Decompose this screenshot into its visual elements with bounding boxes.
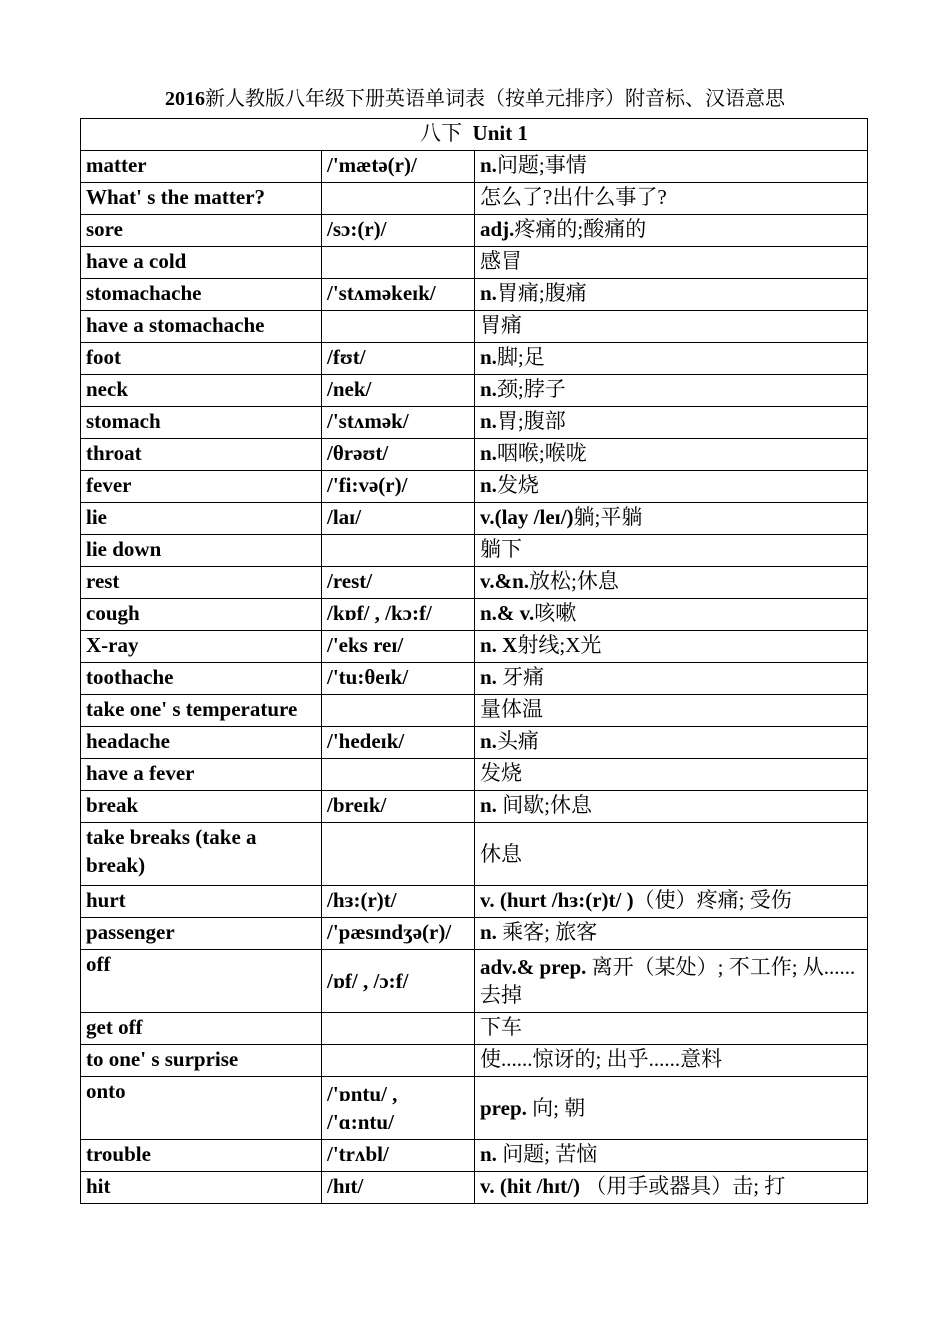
word-cell: What' s the matter? (81, 183, 322, 215)
part-of-speech: n. (480, 153, 497, 177)
word-cell: have a stomachache (81, 311, 322, 343)
phonetic-cell: /breɪk/ (322, 791, 475, 823)
phonetic-cell (322, 695, 475, 727)
table-row (81, 151, 868, 183)
table-row (81, 215, 868, 247)
word-cell: foot (81, 343, 322, 375)
meaning-cell (475, 1045, 868, 1077)
phonetic-cell: /sɔ:(r)/ (322, 215, 475, 247)
meaning-cell (475, 311, 868, 343)
vocabulary-table (80, 118, 868, 1204)
meaning-cell (475, 1013, 868, 1045)
table-row (81, 407, 868, 439)
part-of-speech: n. (480, 1142, 497, 1166)
phonetic-cell (322, 183, 475, 215)
table-row (81, 343, 868, 375)
word-cell: headache (81, 727, 322, 759)
part-of-speech: v. (hit /hɪt/) (480, 1174, 580, 1198)
meaning-text: 使......惊讶的; 出乎......意料 (480, 1047, 723, 1071)
word-cell: stomachache (81, 279, 322, 311)
meaning-text: 头痛 (496, 729, 539, 753)
part-of-speech: n. (480, 665, 497, 689)
meaning-text: 向; 朝 (526, 1096, 586, 1120)
part-of-speech: v. (hurt /hɜ:(r)t/ ) (480, 888, 634, 912)
meaning-cell (475, 279, 868, 311)
phonetic-cell: /'fi:və(r)/ (322, 471, 475, 503)
word-cell: matter (81, 151, 322, 183)
meaning-text: 发烧 (480, 761, 522, 785)
phonetic-cell: /laɪ/ (322, 503, 475, 535)
table-row (81, 247, 868, 279)
part-of-speech: v.(lay /leɪ/) (480, 505, 574, 529)
word-cell: hurt (81, 886, 322, 918)
phonetic-cell: /ɒf/ , /ɔ:f/ (322, 950, 475, 1013)
meaning-cell (475, 823, 868, 886)
phonetic-cell: /hɜ:(r)t/ (322, 886, 475, 918)
meaning-text: 颈;脖子 (496, 377, 566, 401)
unit-prefix: 八下 (420, 121, 463, 145)
meaning-text: 问题;事情 (496, 153, 587, 177)
table-row (81, 791, 868, 823)
meaning-text: 胃;腹部 (496, 409, 566, 433)
phonetic-cell: /'tu:θeɪk/ (322, 663, 475, 695)
word-cell: rest (81, 567, 322, 599)
phonetic-cell (322, 823, 475, 886)
part-of-speech: adj. (480, 217, 515, 241)
part-of-speech: n. X (480, 633, 518, 657)
word-cell: stomach (81, 407, 322, 439)
part-of-speech: prep. (480, 1096, 527, 1120)
meaning-text: 牙痛 (496, 665, 545, 689)
phonetic-cell: /'stʌmək/ (322, 407, 475, 439)
table-row (81, 503, 868, 535)
table-row (81, 1077, 868, 1140)
table-row (81, 886, 868, 918)
meaning-cell (475, 439, 868, 471)
meaning-cell (475, 759, 868, 791)
table-row (81, 823, 868, 886)
word-cell: X-ray (81, 631, 322, 663)
table-row (81, 950, 868, 1013)
table-row (81, 439, 868, 471)
part-of-speech: n. (480, 345, 497, 369)
table-row (81, 599, 868, 631)
meaning-cell (475, 407, 868, 439)
meaning-text: 胃痛;腹痛 (496, 281, 587, 305)
document-title (0, 86, 950, 112)
meaning-text: 怎么了?出什么事了? (480, 185, 667, 209)
phonetic-cell: /'mætə(r)/ (322, 151, 475, 183)
word-cell: trouble (81, 1140, 322, 1172)
table-row (81, 279, 868, 311)
meaning-cell (475, 695, 868, 727)
phonetic-cell: /'stʌməkeɪk/ (322, 279, 475, 311)
word-cell: neck (81, 375, 322, 407)
word-cell: hit (81, 1172, 322, 1204)
part-of-speech: adv.& prep. (480, 955, 587, 979)
phonetic-cell: /hɪt/ (322, 1172, 475, 1204)
table-row (81, 727, 868, 759)
meaning-cell (475, 567, 868, 599)
part-of-speech: n. (480, 409, 497, 433)
table-row (81, 631, 868, 663)
meaning-text: 感冒 (480, 249, 522, 273)
phonetic-cell: /θrəʊt/ (322, 439, 475, 471)
meaning-cell (475, 727, 868, 759)
word-cell: take one' s temperature (81, 695, 322, 727)
table-row (81, 1013, 868, 1045)
word-cell: to one' s surprise (81, 1045, 322, 1077)
table-row (81, 695, 868, 727)
table-row (81, 1172, 868, 1204)
phonetic-cell: /'trʌbl/ (322, 1140, 475, 1172)
phonetic-cell: /rest/ (322, 567, 475, 599)
word-cell: passenger (81, 918, 322, 950)
phonetic-cell (322, 247, 475, 279)
word-cell: throat (81, 439, 322, 471)
phonetic-cell: /'ɒntu/ , /'ɑ:ntu/ (322, 1077, 475, 1140)
meaning-text: 躺;平躺 (573, 505, 643, 529)
phonetic-cell: /nek/ (322, 375, 475, 407)
meaning-cell (475, 791, 868, 823)
meaning-cell (475, 215, 868, 247)
meaning-cell (475, 343, 868, 375)
phonetic-cell: /kɒf/ , /kɔ:f/ (322, 599, 475, 631)
table-row (81, 759, 868, 791)
word-cell: cough (81, 599, 322, 631)
word-cell: break (81, 791, 322, 823)
meaning-text: 咳嗽 (534, 601, 577, 625)
meaning-text: 射线;X光 (517, 633, 602, 657)
table-row (81, 311, 868, 343)
meaning-text: 发烧 (496, 473, 539, 497)
meaning-cell (475, 950, 868, 1013)
meaning-text: 脚;足 (496, 345, 545, 369)
meaning-cell (475, 535, 868, 567)
title-year: 2016 (165, 88, 205, 110)
word-cell: off (81, 950, 322, 1013)
word-cell: sore (81, 215, 322, 247)
part-of-speech: n. (480, 281, 497, 305)
meaning-cell (475, 663, 868, 695)
meaning-text: 休息 (480, 842, 522, 866)
meaning-cell (475, 1172, 868, 1204)
meaning-cell (475, 151, 868, 183)
table-row (81, 567, 868, 599)
word-cell: take breaks (take a break) (81, 823, 322, 886)
word-cell: fever (81, 471, 322, 503)
phonetic-cell (322, 759, 475, 791)
meaning-text: 疼痛的;酸痛的 (514, 217, 647, 241)
meaning-text: 离开（某处）; 不工作; 从......去掉 (480, 955, 856, 1007)
table-row (81, 918, 868, 950)
meaning-text: 量体温 (480, 697, 543, 721)
word-cell: get off (81, 1013, 322, 1045)
meaning-text: 间歇;休息 (496, 793, 593, 817)
meaning-text: （用手或器具）击; 打 (579, 1174, 786, 1198)
meaning-cell (475, 183, 868, 215)
word-cell: have a cold (81, 247, 322, 279)
meaning-text: 问题; 苦恼 (496, 1142, 598, 1166)
part-of-speech: n. (480, 441, 497, 465)
meaning-cell (475, 471, 868, 503)
part-of-speech: n.& v. (480, 601, 535, 625)
phonetic-cell (322, 311, 475, 343)
part-of-speech: n. (480, 377, 497, 401)
meaning-cell (475, 375, 868, 407)
word-cell: have a fever (81, 759, 322, 791)
meaning-cell (475, 1140, 868, 1172)
part-of-speech: v.&n. (480, 569, 530, 593)
meaning-cell (475, 503, 868, 535)
word-cell: onto (81, 1077, 322, 1140)
table-row (81, 471, 868, 503)
meaning-cell (475, 886, 868, 918)
word-cell: toothache (81, 663, 322, 695)
table-row (81, 663, 868, 695)
table-row (81, 183, 868, 215)
unit-header-row (81, 119, 868, 151)
part-of-speech: n. (480, 793, 497, 817)
part-of-speech: n. (480, 729, 497, 753)
word-cell: lie (81, 503, 322, 535)
meaning-text: 放松;休息 (529, 569, 619, 593)
phonetic-cell (322, 1045, 475, 1077)
phonetic-cell: /'eks reɪ/ (322, 631, 475, 663)
meaning-cell (475, 918, 868, 950)
phonetic-cell: /'pæsɪndʒə(r)/ (322, 918, 475, 950)
meaning-text: （使）疼痛; 受伤 (633, 888, 792, 912)
title-text: 新人教版八年级下册英语单词表（按单元排序）附音标、汉语意思 (205, 88, 785, 110)
table-row (81, 535, 868, 567)
meaning-text: 躺下 (480, 537, 522, 561)
meaning-cell (475, 1077, 868, 1140)
meaning-cell (475, 247, 868, 279)
phonetic-cell: /'hedeɪk/ (322, 727, 475, 759)
meaning-text: 咽喉;喉咙 (496, 441, 587, 465)
meaning-text: 胃痛 (480, 313, 522, 337)
meaning-cell (475, 599, 868, 631)
word-cell: lie down (81, 535, 322, 567)
meaning-text: 乘客; 旅客 (496, 920, 598, 944)
table-row (81, 1140, 868, 1172)
phonetic-cell (322, 535, 475, 567)
phonetic-cell (322, 1013, 475, 1045)
part-of-speech: n. (480, 920, 497, 944)
part-of-speech: n. (480, 473, 497, 497)
table-row (81, 1045, 868, 1077)
phonetic-cell: /fʊt/ (322, 343, 475, 375)
meaning-text: 下车 (480, 1015, 522, 1039)
table-row (81, 375, 868, 407)
unit-label: Unit 1 (472, 121, 528, 145)
meaning-cell (475, 631, 868, 663)
unit-header (81, 119, 868, 151)
